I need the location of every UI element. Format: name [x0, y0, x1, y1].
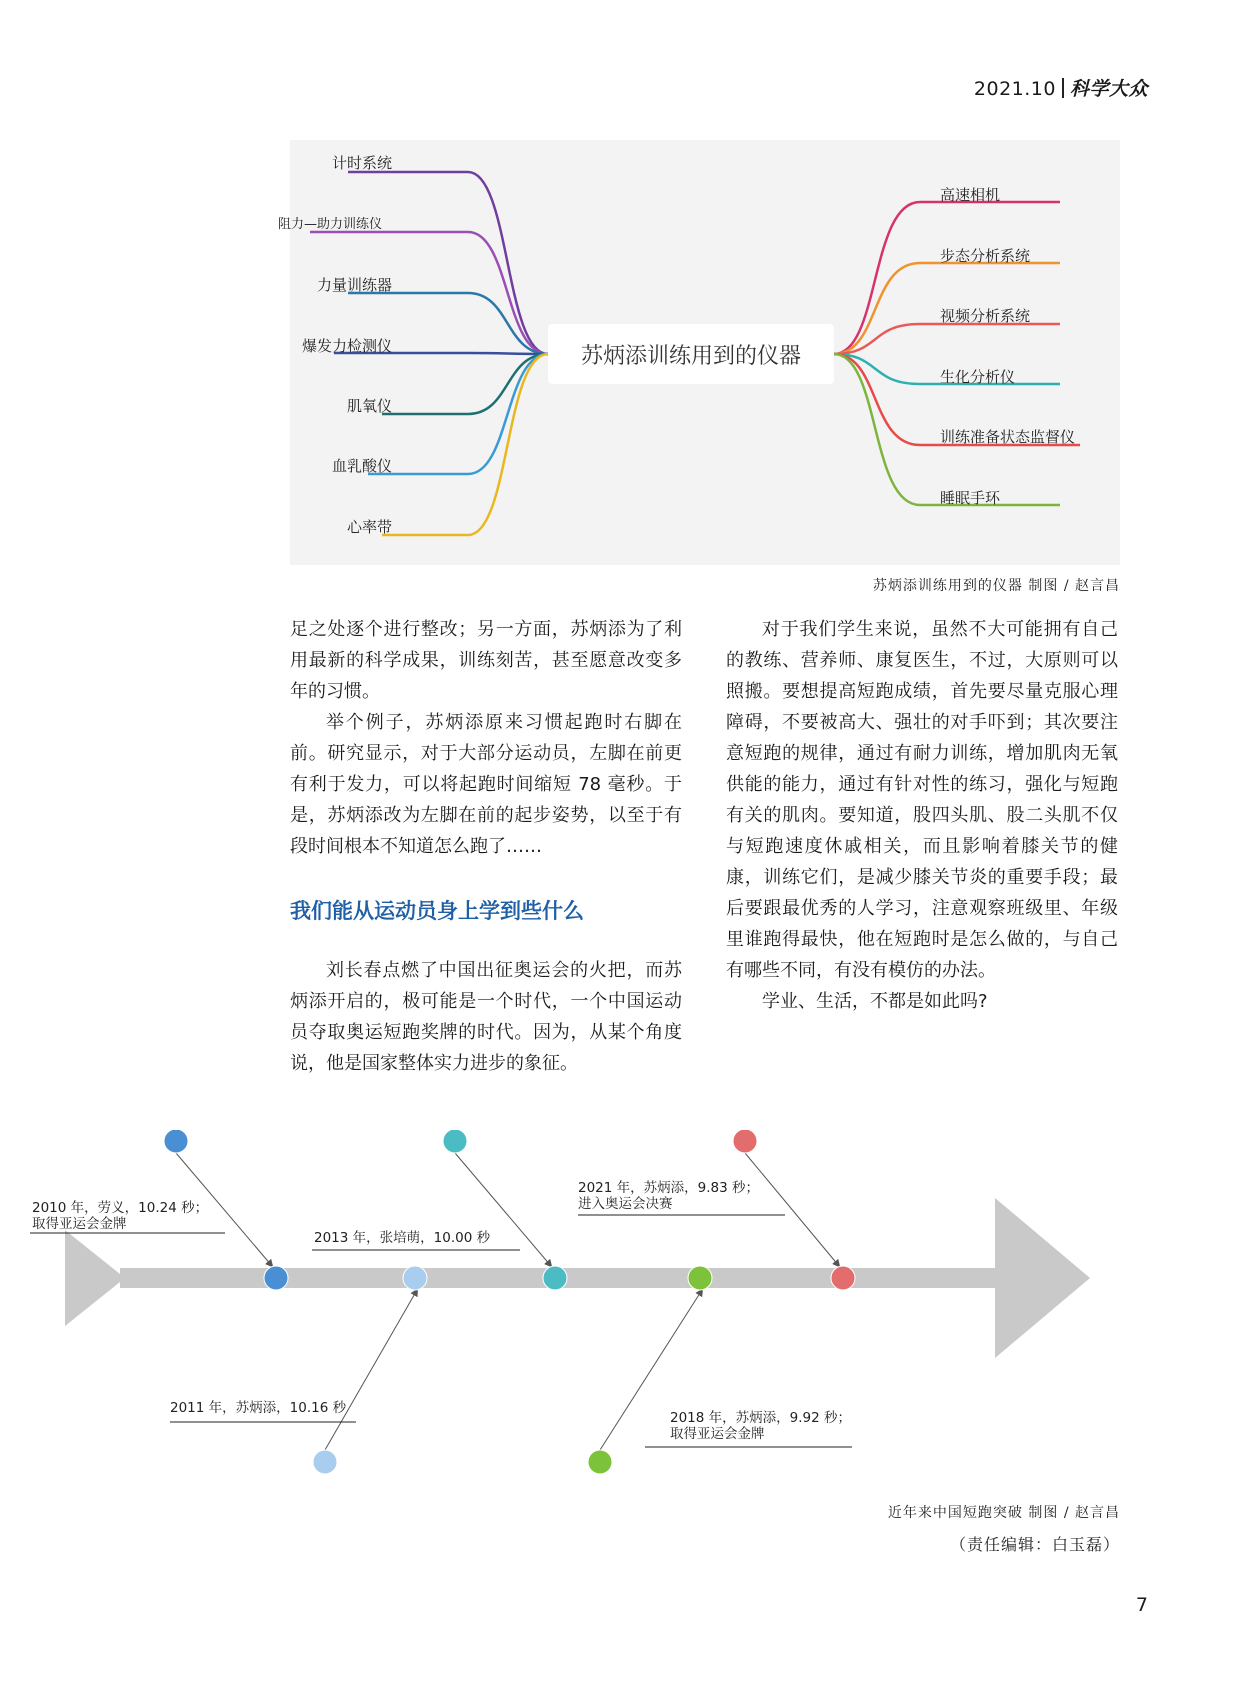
event-label: 2010 年，劳义，10.24 秒； 取得亚运会金牌	[32, 1200, 209, 1232]
timeline-figure	[0, 1130, 1240, 1520]
mindmap-node: 心率带	[346, 518, 392, 536]
paragraph: 对于我们学生来说，虽然不大可能拥有自己的教练、营养师、康复医生，不过，大原则可以照搬。要想提高短跑成绩，首先要尽量克服心理障碍，不要被高大、强壮的对手吓到；其次要注意短跑的规律，通过有耐力训练，增加肌肉无氧供能的能力，通过有针对性的练习，强化与短跑有关的肌肉。要知道，股四头肌、股二头肌不仅与短跑速度休戚相关，而且影响着膝关节的健康，训练它们，是减少膝关节炎的重要手段；最后要跟最优秀的人学习，注意观察班级里、年级里谁跑得最快，他在短跑时是怎么做的，与自己有哪些不同，有没有模仿的办法。	[726, 619, 1118, 981]
event-connector	[325, 1290, 417, 1450]
timeline-caption: 近年来中国短跑突破 制图 / 赵言昌	[887, 1505, 1120, 1521]
mindmap-node: 高速相机	[940, 186, 1001, 204]
event-marker-top	[733, 1130, 757, 1153]
article-right-column	[726, 614, 1118, 1017]
section-title: 我们能从运动员身上学到些什么	[290, 899, 584, 923]
page-number: 7	[1135, 1594, 1148, 1616]
timeline-arrowhead	[995, 1198, 1090, 1358]
timeline-tail	[65, 1230, 125, 1326]
mindmap-node: 爆发力检测仪	[301, 337, 392, 355]
event-label: 2011 年，苏炳添，10.16 秒	[170, 1400, 347, 1416]
mindmap-center: 苏炳添训练用到的仪器	[548, 324, 834, 384]
mindmap-node: 阻力—助力训练仪	[277, 217, 382, 232]
header-divider	[1062, 78, 1064, 98]
event-label: 2018 年，苏炳添，9.92 秒； 取得亚运会金牌	[670, 1410, 851, 1442]
mindmap-node: 睡眠手环	[940, 489, 1001, 507]
event-marker-axis	[543, 1266, 567, 1290]
mindmap-node: 视频分析系统	[940, 307, 1031, 325]
mindmap-node: 计时系统	[331, 154, 392, 172]
event-label: 2013 年，张培萌，10.00 秒	[314, 1230, 491, 1246]
magazine-logo: 科学大众	[1069, 78, 1148, 100]
event-marker-axis	[831, 1266, 855, 1290]
event-marker-top	[443, 1130, 467, 1153]
mindmap-node: 血乳酸仪	[331, 457, 392, 475]
issue-date: 2021.10	[973, 78, 1056, 100]
editor-credit: （责任编辑：白玉磊）	[949, 1535, 1120, 1554]
event-connector	[745, 1153, 839, 1266]
mindmap-branch	[382, 354, 548, 535]
event-marker-top	[164, 1130, 188, 1153]
mindmap-branch	[348, 172, 548, 354]
mindmap-figure	[277, 140, 1120, 565]
mindmap-node: 步态分析系统	[940, 247, 1031, 265]
paragraph: 刘长春点燃了中国出征奥运会的火把，而苏炳添开启的，极可能是一个时代，一个中国运动员夺取奥运短跑奖牌的时代。因为，从某个角度说，他是国家整体实力进步的象征。	[290, 960, 682, 1074]
mindmap-branch	[834, 324, 1060, 354]
mindmap-node: 力量训练器	[316, 276, 392, 294]
paragraph: 足之处逐个进行整改；另一方面，苏炳添为了利用最新的科学成果，训练刻苦，甚至愿意改变多年的习惯。	[290, 619, 682, 702]
mindmap-node: 训练准备状态监督仪	[940, 428, 1076, 446]
article-left-column-lower	[290, 955, 682, 1079]
event-label: 2021 年，苏炳添，9.83 秒； 进入奥运会决赛	[578, 1180, 759, 1212]
paragraph: 举个例子，苏炳添原来习惯起跑时右脚在前。研究显示，对于大部分运动员，左脚在前更有利于发力，可以将起跑时间缩短 78 毫秒。于是，苏炳添改为左脚在前的起步姿势，以至于有段时间根本不知道怎么跑了……	[290, 712, 682, 857]
event-marker-top	[588, 1450, 612, 1474]
page-header	[974, 74, 1148, 101]
event-marker-top	[313, 1450, 337, 1474]
event-marker-axis	[264, 1266, 288, 1290]
mindmap-node: 肌氧仪	[346, 397, 392, 415]
event-connector	[455, 1153, 551, 1266]
article-left-column	[290, 614, 682, 862]
mindmap-caption: 苏炳添训练用到的仪器 制图 / 赵言昌	[872, 578, 1120, 594]
mindmap-node: 生化分析仪	[940, 368, 1016, 386]
event-marker-axis	[688, 1266, 712, 1290]
paragraph: 学业、生活，不都是如此吗?	[762, 991, 988, 1012]
event-marker-axis	[403, 1266, 427, 1290]
mindmap-branch	[834, 202, 1060, 354]
